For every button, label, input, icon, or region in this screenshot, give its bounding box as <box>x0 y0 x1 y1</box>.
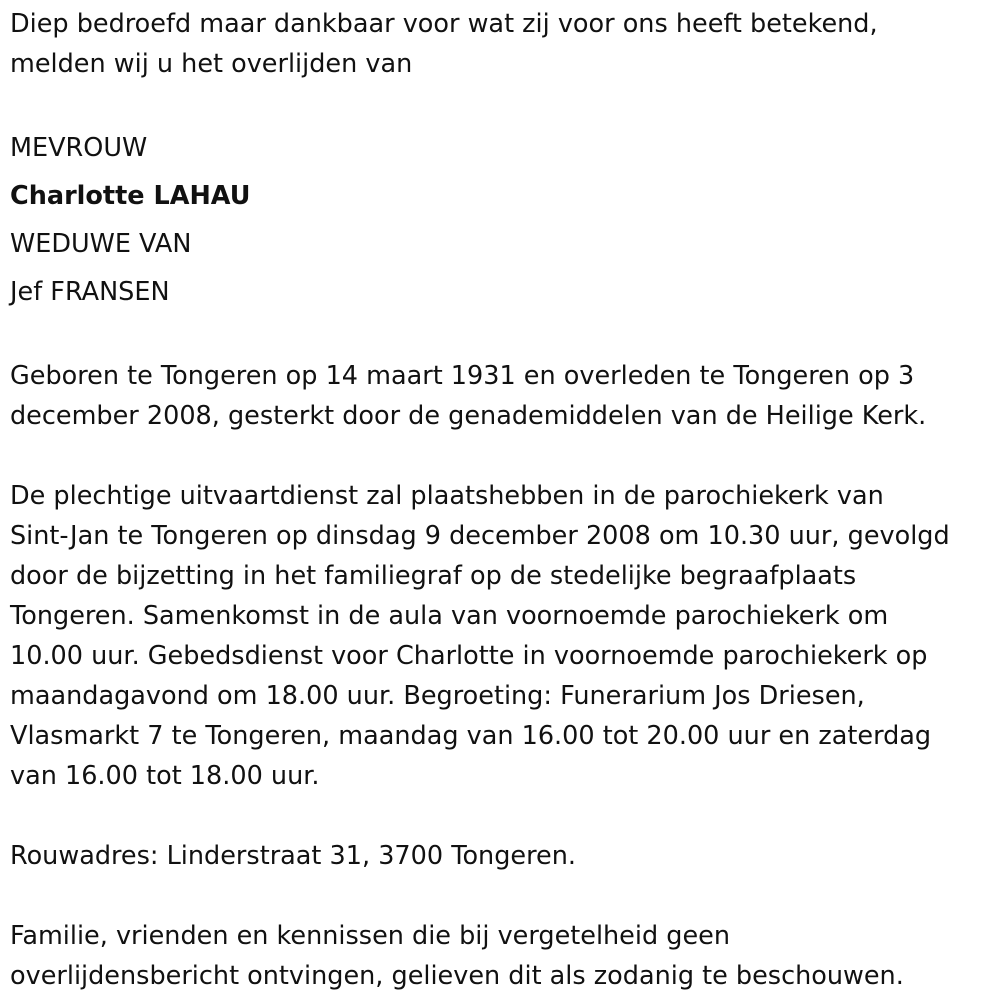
funeral-line-7: Vlasmarkt 7 te Tongeren, maandag van 16.00 tot 20.00 uur en zaterdag <box>10 721 932 751</box>
funeral-line-8: van 16.00 tot 18.00 uur. <box>10 761 320 791</box>
birth-death-line-2: december 2008, gesterkt door de genademiddelen van de Heilige Kerk. <box>10 401 927 431</box>
address-paragraph <box>10 836 995 876</box>
spouse-name: Jef FRANSEN <box>10 277 170 307</box>
birth-death-paragraph <box>10 356 995 436</box>
deceased-name: Charlotte LAHAU <box>10 181 251 211</box>
funeral-line-6: maandagavond om 18.00 uur. Begroeting: Funerarium Jos Driesen, <box>10 681 865 711</box>
deceased-title: MEVROUW <box>10 133 148 163</box>
funeral-line-4: Tongeren. Samenkomst in de aula van voornoemde parochiekerk om <box>10 601 889 631</box>
funeral-line-2: Sint-Jan te Tongeren op dinsdag 9 december 2008 om 10.30 uur, gevolgd <box>10 521 950 551</box>
funeral-line-5: 10.00 uur. Gebedsdienst voor Charlotte in voornoemde parochiekerk op <box>10 641 928 671</box>
spacer <box>10 876 995 916</box>
death-notice <box>10 4 995 996</box>
deceased-relation: WEDUWE VAN <box>10 229 192 259</box>
closing-line-2: overlijdensbericht ontvingen, gelieven dit als zodanig te beschouwen. <box>10 961 904 991</box>
intro-paragraph <box>10 4 995 84</box>
birth-death-line-1: Geboren te Tongeren op 14 maart 1931 en overleden te Tongeren op 3 <box>10 361 915 391</box>
spacer <box>10 84 995 124</box>
closing-line-1: Familie, vrienden en kennissen die bij vergetelheid geen <box>10 921 730 951</box>
closing-paragraph <box>10 916 995 996</box>
address-line: Rouwadres: Linderstraat 31, 3700 Tongeren. <box>10 841 576 871</box>
funeral-paragraph <box>10 476 995 796</box>
deceased-block <box>10 124 995 316</box>
funeral-line-3: door de bijzetting in het familiegraf op de stedelijke begraafplaats <box>10 561 857 591</box>
funeral-line-1: De plechtige uitvaartdienst zal plaatshebben in de parochiekerk van <box>10 481 884 511</box>
intro-line-1: Diep bedroefd maar dankbaar voor wat zij voor ons heeft betekend, <box>10 9 878 39</box>
intro-line-2: melden wij u het overlijden van <box>10 49 413 79</box>
spacer <box>10 796 995 836</box>
spacer <box>10 436 995 476</box>
spacer <box>10 316 995 356</box>
